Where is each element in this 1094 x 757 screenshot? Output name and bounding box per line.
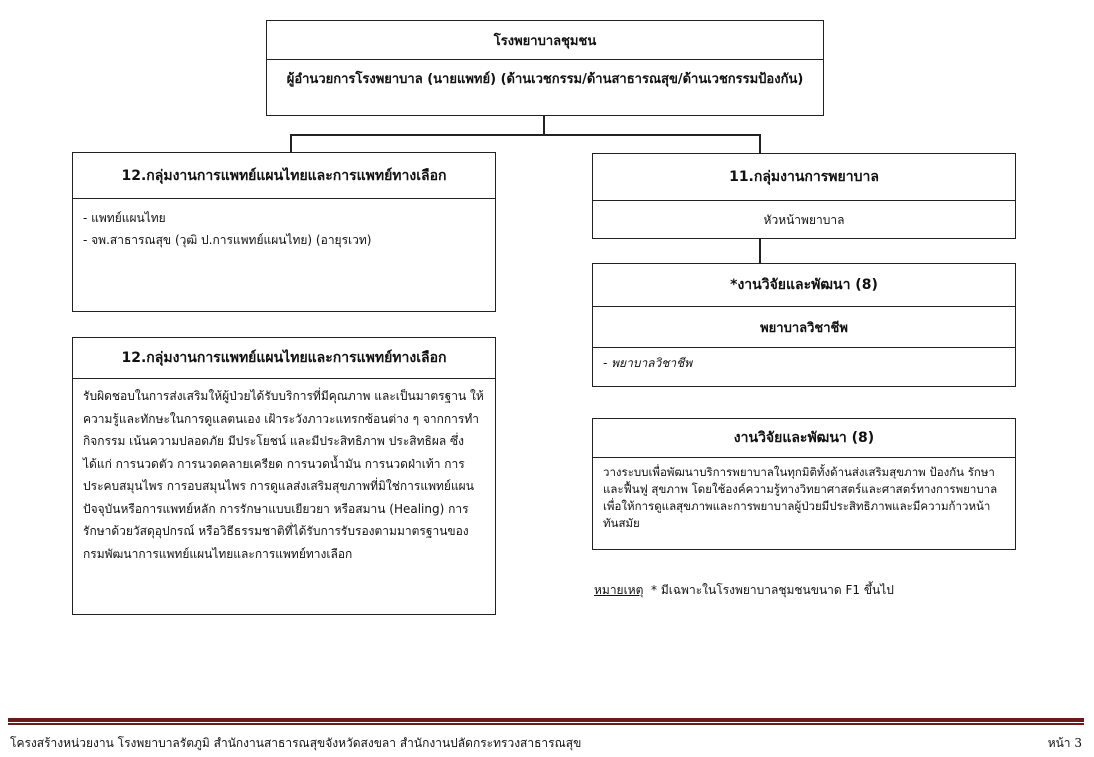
list-item: - จพ.สาธารณสุข (วุฒิ ป.การแพทย์แผนไทย) (อายุรเวท) [83,233,372,247]
thai-medicine-positions-list [73,199,495,257]
research-positions-title: *งานวิจัยและพัฒนา (8) [593,264,1015,307]
thai-medicine-duties-title: 12.กลุ่มงานการแพทย์แผนไทยและการแพทย์ทางเลือก [73,338,495,379]
list-item: - แพทย์แผนไทย [83,211,166,225]
research-duties-box [592,418,1016,550]
footnote [594,581,1034,600]
footer-rule-thin [8,723,1084,725]
top-org-subtitle: ผู้อำนวยการโรงพยาบาล (นายแพทย์) (ด้านเวชกรรม/ด้านสาธารณสุข/ด้านเวชกรรมป้องกัน) [286,71,804,87]
research-positions-item: - พยาบาลวิชาชีพ [603,356,693,370]
nursing-group-box [592,153,1016,239]
page-number: หน้า 3 [1047,736,1082,750]
head-nurse-label: หัวหน้าพยาบาล [763,212,845,227]
top-org-title: โรงพยาบาลชุมชน [267,21,823,60]
research-duties-title: งานวิจัยและพัฒนา (8) [593,419,1015,458]
connector-vertical-top [543,116,545,135]
thai-medicine-duties-box [72,337,496,615]
thai-medicine-duties-text: รับผิดชอบในการส่งเสริมให้ผู้ป่วยได้รับบริการที่มีคุณภาพ และเป็นมาตรฐาน ให้ความรู้และทักษะในการดูแลตนเอง เฝ้าระวังภาวะแทรกซ้อนต่าง ๆ จากการทำกิจกรรม เน้นความปลอดภัย มีประโยชน์ และมีประสิทธิภาพ ประสิทธิผล ซึ่งได้แก่ การนวดตัว การนวดคลายเครียด การนวดน้ำมัน การนวดฝ่าเท้า การประคบสมุนไพร การอบสมุนไพร การดูแลส่งเสริมสุขภาพที่มิใช่การแพทย์แผนปัจจุบันหรือการแพทย์หลัก การรักษาแบบเยียวยา หรือสมาน (Healing) การรักษาด้วยวัสดุอุปกรณ์ หรือวิธีธรรมชาติที่ได้รับการรับรองตามมาตรฐานของกรมพัฒนาการแพทย์แผนไทยและการแพทย์ทางเลือก [83,389,484,561]
thai-medicine-positions-title: 12.กลุ่มงานการแพทย์แผนไทยและการแพทย์ทางเลือก [73,153,495,199]
footnote-label: หมายเหตุ [594,583,644,597]
nursing-group-title: 11.กลุ่มงานการพยาบาล [593,154,1015,201]
connector-left-drop [290,134,292,153]
footer-rule-thick [8,718,1084,722]
footnote-text: * มีเฉพาะในโรงพยาบาลชุมชนขนาด F1 ขึ้นไป [651,583,894,597]
research-positions-sub: พยาบาลวิชาชีพ [593,307,1015,348]
connector-right-mid [759,238,761,264]
footer-text: โครงสร้างหน่วยงาน โรงพยาบาลรัตภูมิ สำนักงานสาธารณสุขจังหวัดสงขลา สำนักงานปลัดกระทรวงสาธารณสุข [10,736,582,750]
research-duties-text: วางระบบเพื่อพัฒนาบริการพยาบาลในทุกมิติทั้งด้านส่งเสริมสุขภาพ ป้องกัน รักษา และฟื้นฟู สุขภาพ โดยใช้องค์ความรู้ทางวิทยาศาสตร์และศาสตร์ทางการพยาบาลเพื่อให้การดูแลสุขภาพและการพยาบาลผู้ป่วยมีประสิทธิภาพและมีความก้าวหน้าทันสมัย [603,465,998,530]
top-org-box [266,20,824,116]
thai-medicine-positions-box [72,152,496,312]
research-positions-box [592,263,1016,387]
connector-right-drop [759,134,761,154]
connector-horizontal [290,134,760,136]
